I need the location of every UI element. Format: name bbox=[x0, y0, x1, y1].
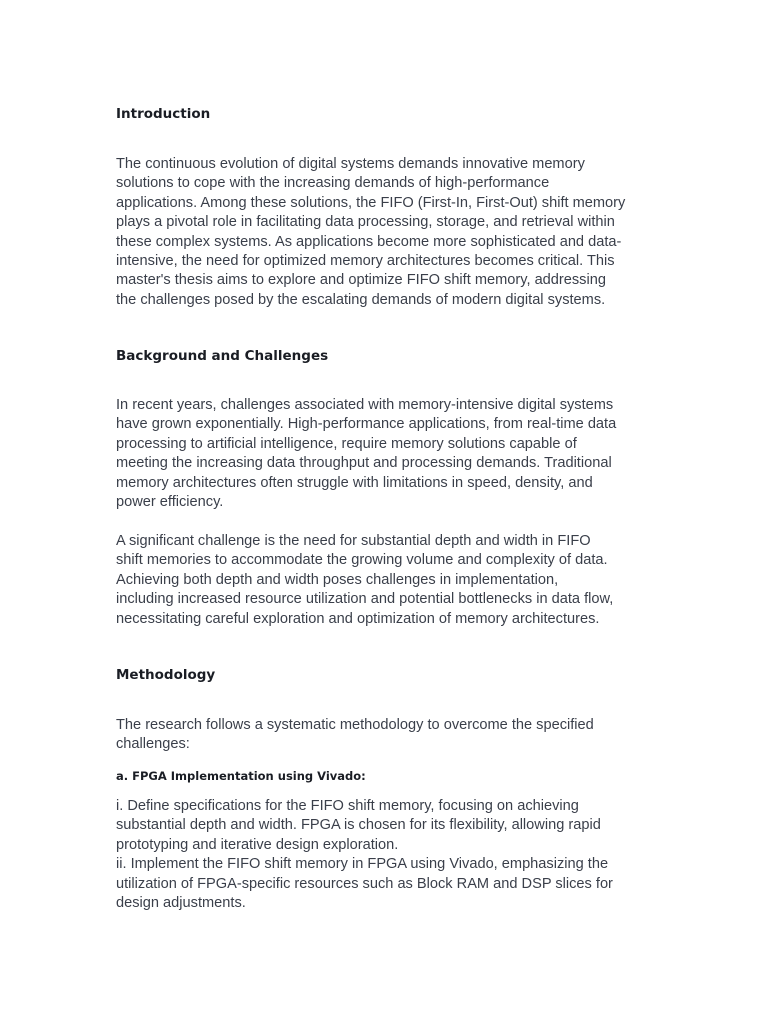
paragraph-line: meeting the increasing data throughput and processing demands. Traditional bbox=[116, 455, 612, 472]
paragraph-line: ii. Implement the FIFO shift memory in FPGA using Vivado, emphasizing the bbox=[116, 856, 609, 873]
paragraph-line: necessitating careful exploration and optimization of memory architectures. bbox=[116, 610, 600, 627]
paragraph-line: intensive, the need for optimized memory architectures becomes critical. This bbox=[116, 253, 615, 270]
paragraph-line: power efficiency. bbox=[116, 494, 224, 511]
methodology-steps-paragraph bbox=[116, 797, 613, 913]
fpga-implementation-subheading: a. FPGA Implementation using Vivado: bbox=[116, 769, 366, 783]
background-challenges-heading: Background and Challenges bbox=[116, 348, 329, 364]
paragraph-line: shift memories to accommodate the growing volume and complexity of data. bbox=[116, 552, 608, 569]
background-paragraph-2 bbox=[116, 532, 613, 629]
paragraph-line: The research follows a systematic methodology to overcome the specified bbox=[116, 717, 594, 733]
paragraph-line: challenges: bbox=[116, 736, 190, 753]
paragraph-line: applications. Among these solutions, the FIFO (First-In, First-Out) shift memory bbox=[116, 194, 626, 211]
introduction-paragraph bbox=[116, 155, 625, 310]
paragraph-line: A significant challenge is the need for substantial depth and width in FIFO bbox=[116, 533, 591, 549]
paragraph-line: have grown exponentially. High-performance applications, from real-time data bbox=[116, 416, 617, 433]
paragraph-line: Achieving both depth and width poses challenges in implementation, bbox=[116, 571, 559, 588]
paragraph-line: these complex systems. As applications become more sophisticated and data- bbox=[116, 233, 622, 250]
paragraph-line: including increased resource utilization and potential bottlenecks in data flow, bbox=[116, 591, 614, 608]
paragraph-line: prototyping and iterative design exploration. bbox=[116, 836, 399, 853]
document-page bbox=[116, 0, 668, 1024]
paragraph-line: i. Define specifications for the FIFO shift memory, focusing on achieving bbox=[116, 798, 579, 814]
paragraph-line: design adjustments. bbox=[116, 895, 246, 912]
paragraph-line: memory architectures often struggle with limitations in speed, density, and bbox=[116, 474, 593, 491]
paragraph-line: the challenges posed by the escalating demands of modern digital systems. bbox=[116, 291, 606, 308]
paragraph-line: processing to artificial intelligence, require memory solutions capable of bbox=[116, 435, 577, 452]
paragraph-line: In recent years, challenges associated with memory-intensive digital systems bbox=[116, 397, 614, 413]
paragraph-line: plays a pivotal role in facilitating data processing, storage, and retrieval within bbox=[116, 214, 615, 231]
background-paragraph-1 bbox=[116, 396, 616, 512]
methodology-intro-paragraph bbox=[116, 716, 594, 755]
paragraph-line: utilization of FPGA-specific resources such as Block RAM and DSP slices for bbox=[116, 875, 613, 892]
paragraph-line: The continuous evolution of digital systems demands innovative memory bbox=[116, 156, 585, 172]
methodology-heading: Methodology bbox=[116, 667, 216, 683]
paragraph-line: substantial depth and width. FPGA is chosen for its flexibility, allowing rapid bbox=[116, 817, 601, 834]
paragraph-line: solutions to cope with the increasing demands of high-performance bbox=[116, 175, 550, 192]
introduction-heading: Introduction bbox=[116, 106, 211, 122]
paragraph-line: master's thesis aims to explore and optimize FIFO shift memory, addressing bbox=[116, 272, 606, 289]
